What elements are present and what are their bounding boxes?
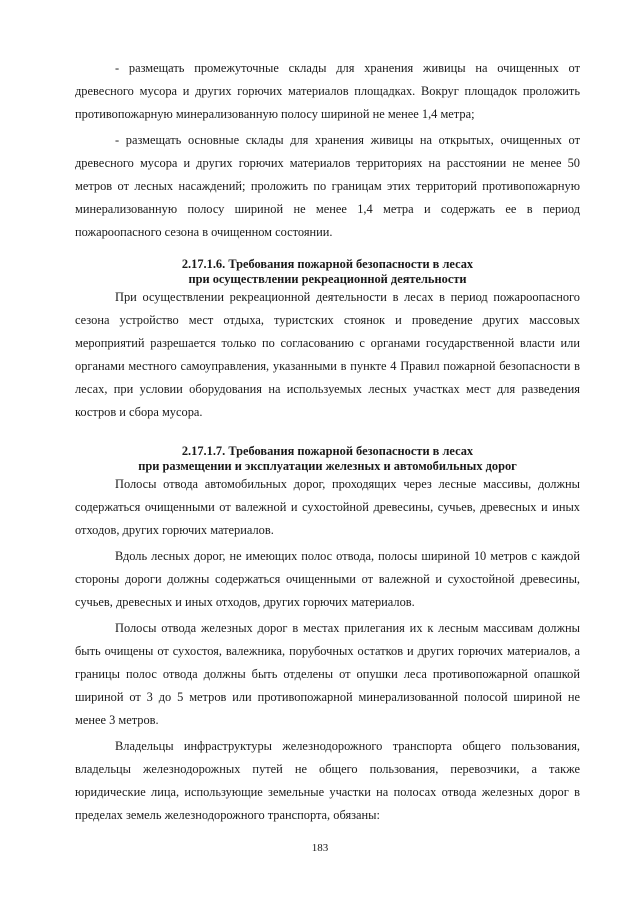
paragraph: Вдоль лесных дорог, не имеющих полос отвода, полосы шириной 10 метров с каждой стороны дороги должны содержаться очищенными от валежной и сухостойной древесины, сучьев, древесных и иных отходов, других горючих материалов.	[75, 549, 580, 609]
paragraph: Полосы отвода железных дорог в местах прилегания их к лесным массивам должны быть очищены от сухостоя, валежника, порубочных остатков и других горючих материалов, а границы полос отвода должны быть отделены от опушки леса противопожарной опашкой шириной от 3 до 5 метров или противопожарной минерализованной полосой шириной не менее 3 метров.	[75, 621, 580, 727]
section-heading	[75, 257, 580, 286]
page-number: 183	[311, 842, 329, 854]
paragraph: - размещать промежуточные склады для хранения живицы на очищенных от древесного мусора и других горючих материалов площадках. Вокруг площадок проложить противопожарную минерализованную полосу шириной не менее 1,4 метра;	[75, 61, 580, 121]
section-heading-line: при осуществлении рекреационной деятельности	[188, 271, 467, 286]
paragraph: При осуществлении рекреационной деятельности в лесах в период пожароопасного сезона устройство мест отдыха, туристских стоянок и проведение других массовых мероприятий разрешается только по согласованию с органами государственной власти или органами местного самоуправления, указанными в пункте 4 Правил пожарной безопасности в лесах, при условии оборудования на используемых лесных участках мест для разведения костров и сбора мусора.	[75, 290, 580, 419]
paragraph: Владельцы инфраструктуры железнодорожного транспорта общего пользования, владельцы железнодорожных путей не общего пользования, перевозчики, а также юридические лица, использующие земельные участки на полосах отвода железных дорог в пределах земель железнодорожного транспорта, обязаны:	[75, 739, 580, 822]
section-heading-line: 2.17.1.7. Требования пожарной безопасности в лесах	[181, 444, 474, 458]
paragraph: Полосы отвода автомобильных дорог, проходящих через лесные массивы, должны содержаться очищенными от валежной и сухостойной древесины, сучьев, древесных и иных отходов, других горючих материалов.	[75, 477, 580, 537]
section-heading	[75, 444, 580, 473]
paragraph: - размещать основные склады для хранения живицы на открытых, очищенных от древесного мусора и других горючих материалов территориях на расстоянии не менее 50 метров от лесных насаждений; проложить по границам этих территорий противопожарную минерализованную полосу шириной не менее 1,4 метра и содержать ее в период пожароопасного сезона в очищенном состоянии.	[75, 133, 580, 239]
section-heading-line: при размещении и эксплуатации железных и автомобильных дорог	[138, 458, 517, 473]
document-page	[75, 57, 580, 830]
section-heading-line: 2.17.1.6. Требования пожарной безопасности в лесах	[181, 257, 474, 271]
